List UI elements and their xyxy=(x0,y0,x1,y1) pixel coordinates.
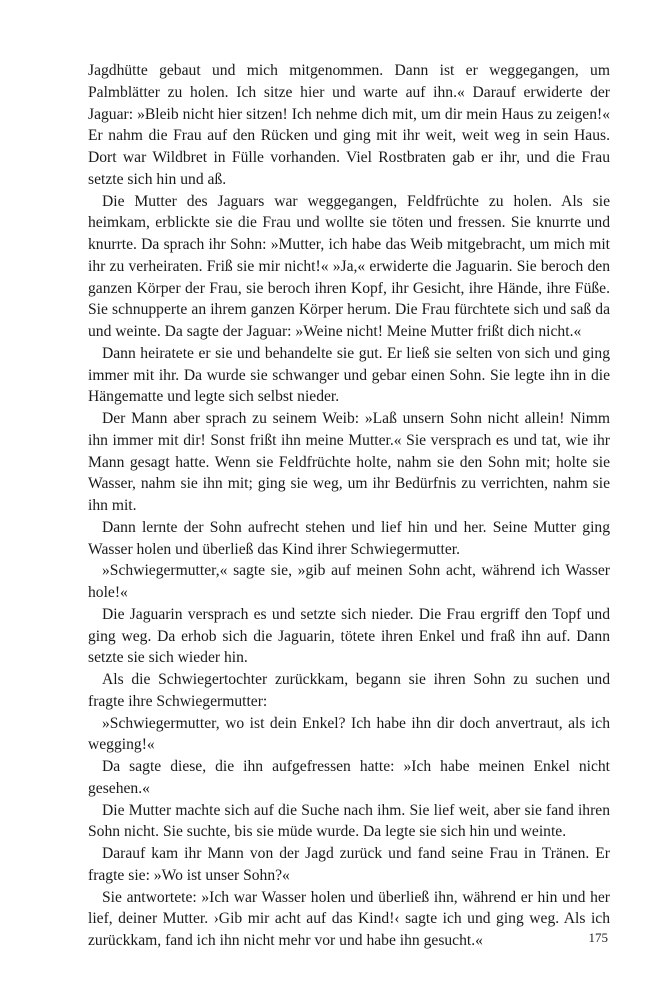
paragraph: »Schwiegermutter, wo ist dein Enkel? Ich habe ihn dir doch anvertraut, als ich wegging!« xyxy=(88,714,610,754)
book-page-text xyxy=(88,60,610,952)
paragraph: Die Mutter machte sich auf die Suche nach ihm. Sie lief weit, aber sie fand ihren Sohn nicht. Sie suchte, bis sie müde wurde. Da legte sie sich hin und weinte. xyxy=(88,801,610,841)
paragraph: Die Mutter des Jaguars war weggegangen, Feldfrüchte zu holen. Als sie heimkam, erblickte sie die Frau und wollte sie töten und fressen. Sie knurrte und knurrte. Da sprach ihr Sohn: »Mutter, ich habe das Weib mitgebracht, um mich mit ihr zu verheiraten. Friß sie mir nicht!« »Ja,« erwiderte die Jaguarin. Sie beroch den ganzen Körper der Frau, sie beroch ihren Kopf, ihr Gesicht, ihre Hände, ihre Füße. Sie schnupperte an ihrem ganzen Körper herum. Die Frau fürchtete sich und saß da und weinte. Da sagte der Jaguar: »Weine nicht! Meine Mutter frißt dich nicht.« xyxy=(88,192,610,340)
paragraph: »Schwiegermutter,« sagte sie, »gib auf meinen Sohn acht, während ich Wasser hole!« xyxy=(88,562,610,601)
paragraph: Die Jaguarin versprach es und setzte sich nieder. Die Frau ergriff den Topf und ging weg. Da erhob sich die Jaguarin, tötete ihren Enkel und fraß ihn auf. Dann setzte sie sich wieder hin. xyxy=(88,605,610,667)
paragraph: Als die Schwiegertochter zurückkam, begann sie ihren Sohn zu suchen und fragte ihre Schwiegermutter: xyxy=(88,671,610,710)
paragraph: Dann heiratete er sie und behandelte sie gut. Er ließ sie selten von sich und ging immer mit ihr. Da wurde sie schwanger und gebar einen Sohn. Sie legte ihn in die Hängematte und legte sich selbst nieder. xyxy=(88,344,610,406)
paragraph: Jagdhütte gebaut und mich mitgenommen. Dann ist er weggegangen, um Palmblätter zu holen. Ich sitze hier und warte auf ihn.« Darauf erwiderte der Jaguar: »Bleib nicht hier sitzen! Ich nehme dich mit, um dir mein Haus zu zeigen!« Er nahm die Frau auf den Rücken und ging mit ihr weit, weit weg in sein Haus. Dort war Wildbret in Fülle vorhanden. Viel Rostbraten gab er ihr, und die Frau setzte sich hin und aß. xyxy=(88,62,610,188)
paragraph: Der Mann aber sprach zu seinem Weib: »Laß unsern Sohn nicht allein! Nimm ihn immer mit dir! Sonst frißt ihn meine Mutter.« Sie versprach es und tat, wie ihr Mann gesagt hatte. Wenn sie Feldfrüchte holte, nahm sie den Sohn mit; holte sie Wasser, nahm sie ihn mit; ging sie weg, um ihr Bedürfnis zu verrichten, nahm sie ihn mit. xyxy=(88,410,610,514)
paragraph: Sie antwortete: »Ich war Wasser holen und überließ ihn, während er hin und her lief, deiner Mutter. ›Gib mir acht auf das Kind!‹ sagte ich und ging weg. Als ich zurückkam, fand ich ihn nicht mehr vor und habe ihn gesucht.« xyxy=(88,888,610,949)
paragraph: Da sagte diese, die ihn aufgefressen hatte: »Ich habe meinen Enkel nicht gesehen.« xyxy=(88,758,610,797)
page-number: 175 xyxy=(588,930,608,945)
paragraph: Dann lernte der Sohn aufrecht stehen und lief hin und her. Seine Mutter ging Wasser holen und überließ das Kind ihrer Schwiegermutter. xyxy=(88,518,610,558)
paragraph: Darauf kam ihr Mann von der Jagd zurück und fand seine Frau in Tränen. Er fragte sie: »Wo ist unser Sohn?« xyxy=(88,845,610,884)
